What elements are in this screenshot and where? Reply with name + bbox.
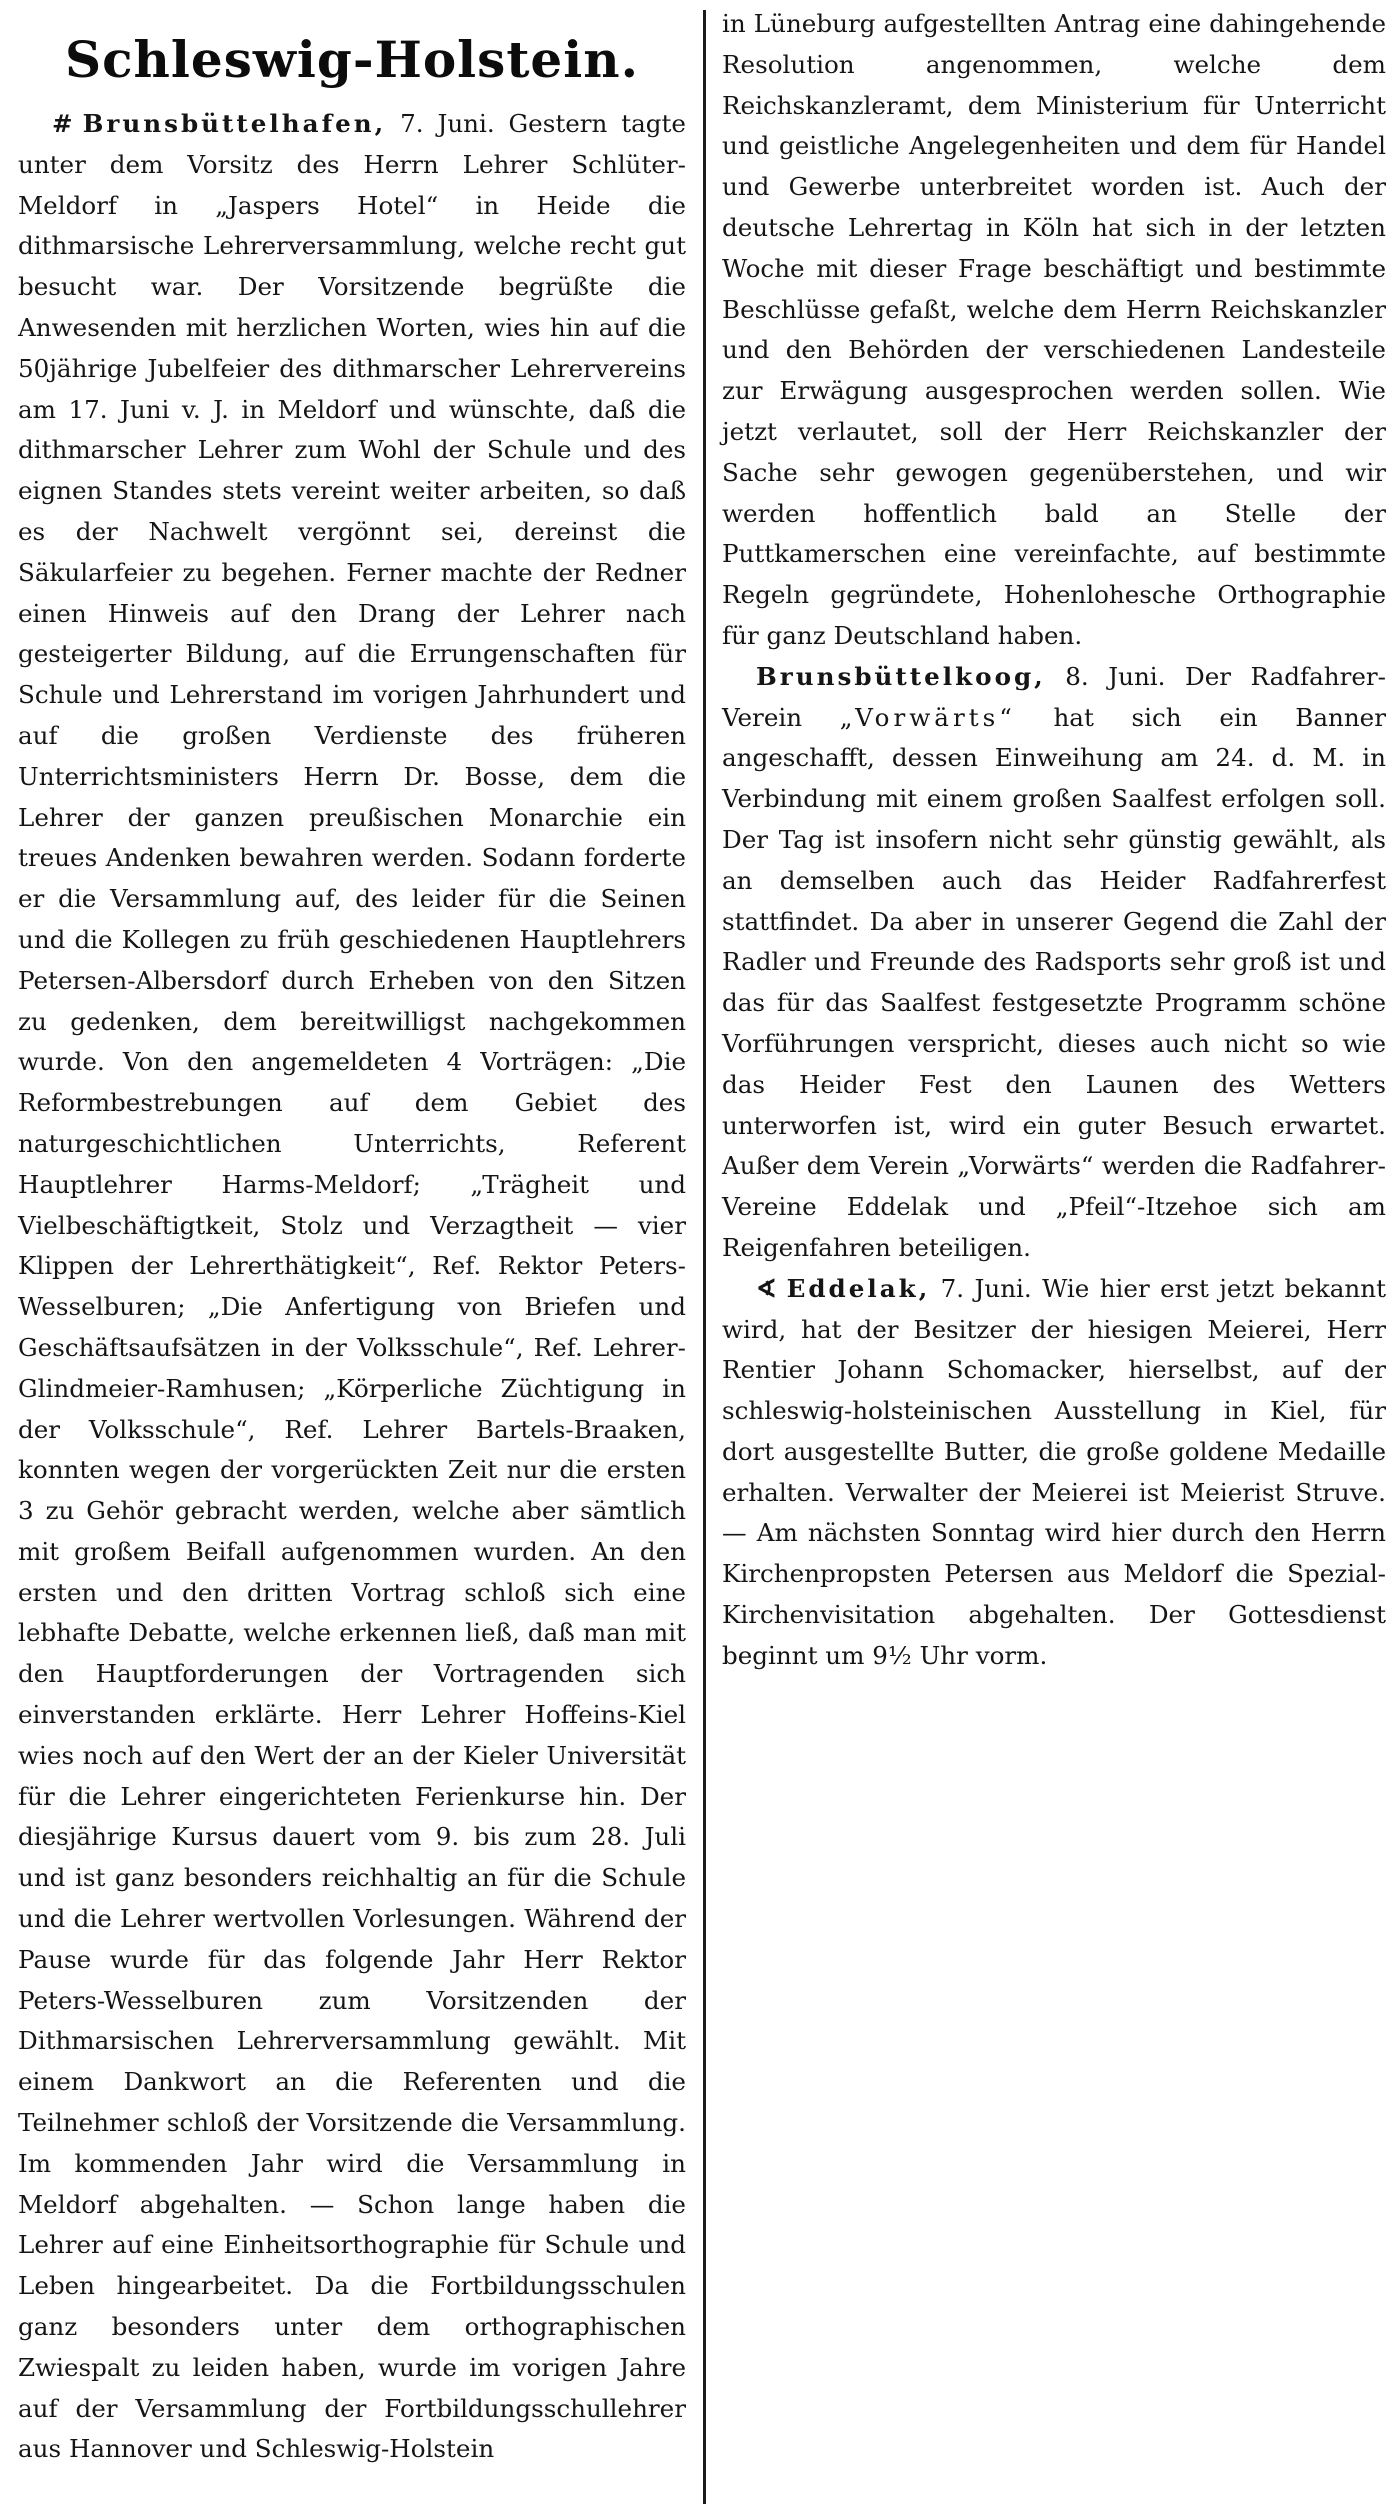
dateline-brunsbuettelkoog: Brunsbüttelkoog, (756, 661, 1046, 691)
right-column (722, 0, 1386, 1677)
article-brunsbuettelhafen-continued (722, 4, 1386, 657)
dateline-brunsbuettelhafen: Brunsbüttelhafen, (82, 109, 387, 138)
section-mark: ∢ (756, 1273, 777, 1303)
dateline-eddelak: Eddelak, (786, 1273, 931, 1303)
left-column (18, 0, 686, 2470)
article-eddelak (722, 1269, 1386, 1677)
section-mark: # (52, 109, 73, 138)
article-text: in Lüneburg aufgestellten Antrag eine dahingehende Resolution angenommen, welche dem Reichskanzleramt, dem Ministerium für Unterricht und geistliche Angelegenheiten und dem für Handel und Gewerbe unterbreitet worden ist. Auch der deutsche Lehrertag in Köln hat sich in der letzten Woche mit dieser Frage beschäftigt und bestimmte Beschlüsse gefaßt, welche dem Herrn Reichskanzler und den Behörden der verschiedenen Landesteile zur Erwägung ausgesprochen werden sollen. Wie jetzt verlautet, soll der Herr Reichskanzler der Sache sehr gewogen gegenüberstehen, und wir werden hoffentlich bald an Stelle der Puttkamerschen eine vereinfachte, auf bestimmte Regeln gegründete, Hohenlohesche Orthographie für ganz Deutschland haben. (722, 9, 1386, 650)
headline: Schleswig-Holstein. (64, 30, 639, 89)
article-text: 7. Juni. Gestern tagte unter dem Vorsitz des Herrn Lehrer Schlüter-Meldorf in „Jaspers Hotel“ in Heide die dithmarsische Lehrerversammlung, welche recht gut besucht war. Der Vorsitzende begrüßte die Anwesenden mit herzlichen Worten, wies hin auf die 50jährige Jubelfeier des dithmarscher Lehrervereins am 17. Juni v. J. in Meldorf und wünschte, daß die dithmarscher Lehrer zum Wohl der Schule und des eignen Standes stets vereint weiter arbeiten, so daß es der Nachwelt vergönnt sei, dereinst die Säkularfeier zu begehen. Ferner machte der Redner einen Hinweis auf den Drang der Lehrer nach gesteigerter Bildung, auf die Errungenschaften für Schule und Lehrerstand im vorigen Jahrhundert und auf die großen Verdienste des früheren Unterrichtsministers Herrn Dr. Bosse, dem die Lehrer der ganzen preußischen Monarchie ein treues Andenken bewahren werden. Sodann forderte er die Versammlung auf, des leider für die Seinen und die Kollegen zu früh geschiedenen Hauptlehrers Petersen-Albersdorf durch Erheben von den Sitzen zu gedenken, dem bereitwilligst nachgekommen wurde. Von den angemeldeten 4 Vorträgen: „Die Reformbestrebungen auf dem Gebiet des naturgeschichtlichen Unterrichts, Referent Hauptlehrer Harms-Meldorf; „Trägheit und Vielbeschäftigtkeit, Stolz und Verzagtheit — vier Klippen der Lehrerthätigkeit“, Ref. Rektor Peters-Wesselburen; „Die Anfertigung von Briefen und Geschäftsaufsätzen in der Volksschule“, Ref. Lehrer-Glindmeier-Ramhusen; „Körperliche Züchtigung in der Volksschule“, Ref. Lehrer Bartels-Braaken, konnten wegen der vorgerückten Zeit nur die ersten 3 zu Gehör gebracht werden, welche aber sämtlich mit großem Beifall aufgenommen wurden. An den ersten und den dritten Vortrag schloß sich eine lebhafte Debatte, welche erkennen ließ, daß man mit den Hauptforderungen der Vortragenden sich einverstanden erklärte. Herr Lehrer Hoffeins-Kiel wies noch auf den Wert der an der Kieler Universität für die Lehrer eingerichteten Ferienkurse hin. Der diesjährige Kursus dauert vom 9. bis zum 28. Juli und ist ganz besonders reichhaltig an für die Schule und die Lehrer wertvollen Vorlesungen. Während der Pause wurde für das folgende Jahr Herr Rektor Peters-Wesselburen zum Vorsitzenden der Dithmarsischen Lehrerversammlung gewählt. Mit einem Dankwort an die Referenten und die Teilnehmer schloß der Vorsitzende die Versammlung. Im kommenden Jahr wird die Versammlung in Meldorf abgehalten. — Schon lange haben die Lehrer auf eine Einheitsorthographie für Schule und Leben hingearbeitet. Da die Fortbildungsschulen ganz besonders unter dem orthographischen Zwiespalt zu leiden haben, wurde im vorigen Jahre auf der Versammlung der Fortbildungsschullehrer aus Hannover und Schleswig-Holstein (18, 109, 686, 2464)
article-text: hat sich ein Banner angeschafft, dessen Einweihung am 24. d. M. in Verbindung mit einem großen Saalfest erfolgen soll. Der Tag ist insofern nicht sehr günstig gewählt, als an demselben auch das Heider Radfahrerfest stattfindet. Da aber in unserer Gegend die Zahl der Radler und Freunde des Radsports sehr groß ist und das für das Saalfest festgesetzte Programm schöne Vorführungen verspricht, dieses auch nicht so wie das Heider Fest den Launen des Wetters unterworfen ist, wird ein guter Besuch erwartet. Außer dem Verein „Vorwärts“ werden die Radfahrer-Vereine Eddelak und „Pfeil“-Itzehoe sich am Reigenfahren beteiligen. (722, 702, 1386, 1262)
club-name: „Vorwärts“ (839, 702, 1016, 732)
article-text: 8. Juni. Der Radfahrer-Verein (722, 661, 1386, 732)
article-brunsbuettelkoog (722, 657, 1386, 1269)
article-brunsbuettelhafen (18, 104, 686, 2470)
column-divider (703, 10, 706, 2504)
article-text: 7. Juni. Wie hier erst jetzt bekannt wird, hat der Besitzer der hiesigen Meierei, Herr Rentier Johann Schomacker, hierselbst, auf der schleswig-holsteinischen Ausstellung in Kiel, für dort ausgestellte Butter, die große goldene Medaille erhalten. Verwalter der Meierei ist Meierist Struve. — Am nächsten Sonntag wird hier durch den Herrn Kirchenpropsten Petersen aus Meldorf die Spezial-Kirchenvisitation abgehalten. Der Gottesdienst beginnt um 9½ Uhr vorm. (722, 1273, 1386, 1670)
